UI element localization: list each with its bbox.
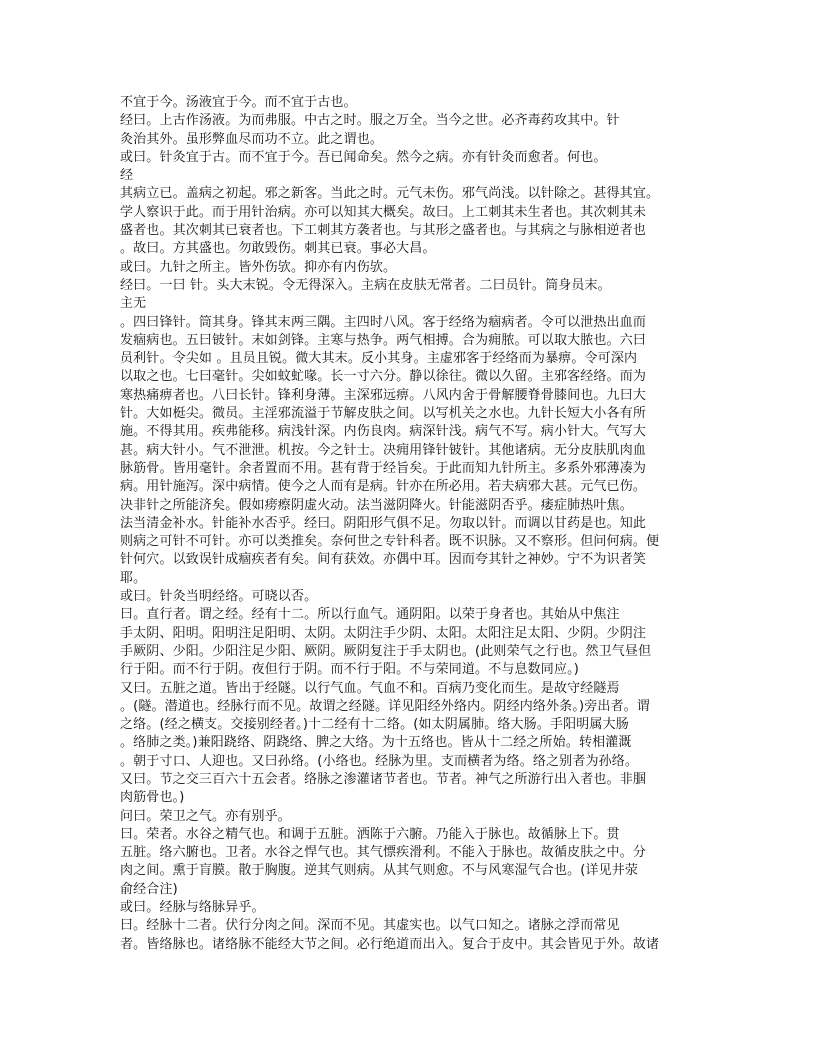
text-line: 甚。病大针小。气不泄泄。机按。今之针士。决痈用锋针铍针。其他诸病。无分皮肤肌肉血 xyxy=(120,442,647,458)
text-line: 不宜于今。汤液宜于今。而不宜于古也。 xyxy=(120,95,357,110)
text-line: 针何穴。以致误针成痼疾者有矣。间有获效。亦偶中耳。因而夸其针之神妙。宁不为识者笑 xyxy=(120,552,647,568)
text-line: 肉之间。熏于肓膜。散于胸腹。逆其气则病。从其气则愈。不与风寒湿气合也。(详见井荥 xyxy=(120,863,639,879)
text-line: 决非针之所能济矣。假如痨瘵阴虚火动。法当滋阴降火。针能滋阴否乎。痿症肺热叶焦。 xyxy=(120,497,633,513)
text-line: 寒热痛痹者也。八曰长针。锋利身薄。主深邪远痹。八风内舍于骨解腰脊骨膝间也。九曰大 xyxy=(120,387,647,403)
text-line: 其病立已。盖病之初起。邪之新客。当此之时。元气未伤。邪气尚浅。以针除之。甚得其宜。 xyxy=(120,186,660,202)
text-line: 五脏。络六腑也。卫者。水谷之悍气也。其气慓疾滑利。不能入于脉也。故循皮肤之中。分 xyxy=(120,845,647,861)
text-line: 曰。经脉十二者。伏行分肉之间。深而不见。其虚实也。以气口知之。诸脉之浮而常见 xyxy=(120,918,620,934)
text-line: 之络。(经之横支。交接别经者。)十二经有十二络。(如太阴属肺。络大肠。手阳明属大肠 xyxy=(120,717,629,733)
text-line: 者。皆络脉也。诸络脉不能经大节之间。必行绝道而出入。复合于皮中。其会皆见于外。故诸 xyxy=(120,936,660,952)
text-line: 。(隧。潜道也。经脉行而不见。故谓之经隧。详见阳经外络内。阴经内络外条。)旁出者。谓 xyxy=(120,698,650,714)
text-line: 俞经合注) xyxy=(120,881,178,897)
text-line: 针。大如梃尖。微员。主淫邪流溢于节解皮肤之间。以写机关之水也。九针长短大小各有所 xyxy=(120,406,647,422)
text-line: 则病之可针不可针。亦可以类推矣。奈何世之专针科者。既不识脉。又不察形。但问何病。便 xyxy=(120,534,660,550)
text-line: 。四曰锋针。筒其身。锋其末两三隅。主四时八风。客于经络为痼病者。令可以泄热出血而 xyxy=(120,314,647,330)
text-line: 或曰。经脉与络脉异乎。 xyxy=(120,900,265,916)
text-line: 肉筋骨也。) xyxy=(120,790,185,806)
text-line: 员利针。令尖如 。且员且锐。微大其末。反小其身。主虚邪客于经络而为暴痹。令可深内 xyxy=(120,351,638,367)
text-line: 手太阴、阳明。阳明注足阳明、太阴。太阴注手少阴、太阳。太阳注足太阳、少阴。少阴注 xyxy=(120,625,647,641)
text-line: 曰。直行者。谓之经。经有十二。所以行血气。通阴阳。以荣于身者也。其始从中焦注 xyxy=(120,607,620,623)
text-line: 脉筋骨。皆用毫针。余者置而不用。甚有背于经旨矣。于此而知九针所主。多系外邪薄凑为 xyxy=(120,460,647,476)
text-line: 行于阳。而不行于阴。夜但行于阴。而不行于阳。不与荣同道。不与息数同应。) xyxy=(120,662,579,678)
text-line: 经曰。一曰 针。头大末锐。令无得深入。主病在皮肤无常者。二曰员针。筒身员末。 xyxy=(120,277,611,293)
document-body xyxy=(120,94,720,954)
text-line: 又曰。五脏之道。皆出于经隧。以行气血。气血不和。百病乃变化而生。是故守经隧焉 xyxy=(120,680,620,696)
text-line: 或曰。针灸当明经络。可晓以否。 xyxy=(120,589,318,605)
text-line: 主无 xyxy=(120,296,147,312)
text-line: 。络肺之类。)兼阳跷络、阴跷络、脾之大络。为十五络也。皆从十二经之所始。转相灌溉 xyxy=(120,735,632,751)
text-line: 。朝于寸口、人迎也。又曰孙络。(小络也。经脉为里。支而横者为络。络之别者为孙络。 xyxy=(120,753,639,769)
text-line: 施。不得其用。疾弗能移。病浅针深。内伤良肉。病深针浅。病气不写。病小针大。气写大 xyxy=(120,424,647,440)
text-line: 灸治其外。虽形弊血尽而功不立。此之谓也。 xyxy=(120,131,384,147)
text-line: 耶。 xyxy=(120,570,147,586)
text-line: 手厥阴、少阳。少阳注足少阳、厥阴。厥阴复注于手太阴也。(此则荣气之行也。然卫气昼但 xyxy=(120,643,652,659)
text-line: 或曰。九针之所主。皆外伤欤。抑亦有内伤欤。 xyxy=(120,259,397,275)
text-line: 学人察识于此。而于用针治病。亦可以知其大概矣。故曰。上工刺其未生者也。其次刺其未 xyxy=(120,204,647,220)
text-line: 法当清金补水。针能补水否乎。经曰。阴阳形气俱不足。勿取以针。而调以甘药是也。知此 xyxy=(120,515,647,531)
text-line: 。故曰。方其盛也。勿敢毁伤。刺其已衰。事必大昌。 xyxy=(120,241,436,257)
text-line: 又曰。节之交三百六十五会者。络脉之渗灌诸节者也。节者。神气之所游行出入者也。非腘 xyxy=(120,771,647,787)
text-line: 病。用针施泻。深中病情。使今之人而有是病。针亦在所必用。若夫病邪大甚。元气已伤。 xyxy=(120,479,647,495)
text-line: 曰。荣者。水谷之精气也。和调于五脏。洒陈于六腑。乃能入于脉也。故循脉上下。贯 xyxy=(120,826,620,842)
text-line: 经曰。上古作汤液。为而弗服。中古之时。服之万全。当今之世。必齐毒药攻其中。针 xyxy=(120,113,620,129)
text-line: 发痼病也。五曰铍针。末如剑锋。主寒与热争。两气相搏。合为痈脓。可以取大脓也。六曰 xyxy=(120,332,647,348)
text-line: 或曰。针灸宜于古。而不宜于今。吾已闻命矣。然今之病。亦有针灸而愈者。何也。 xyxy=(120,149,607,165)
text-line: 问曰。荣卫之气。亦有别乎。 xyxy=(120,808,291,824)
text-line: 以取之也。七曰毫针。尖如蚊虻喙。长一寸六分。静以徐往。微以久留。主邪客经络。而为 xyxy=(120,369,647,385)
text-line: 经 xyxy=(120,168,134,184)
text-line: 盛者也。其次刺其已衰者也。下工刺其方袭者也。与其形之盛者也。与其病之与脉相逆者也 xyxy=(120,223,647,239)
